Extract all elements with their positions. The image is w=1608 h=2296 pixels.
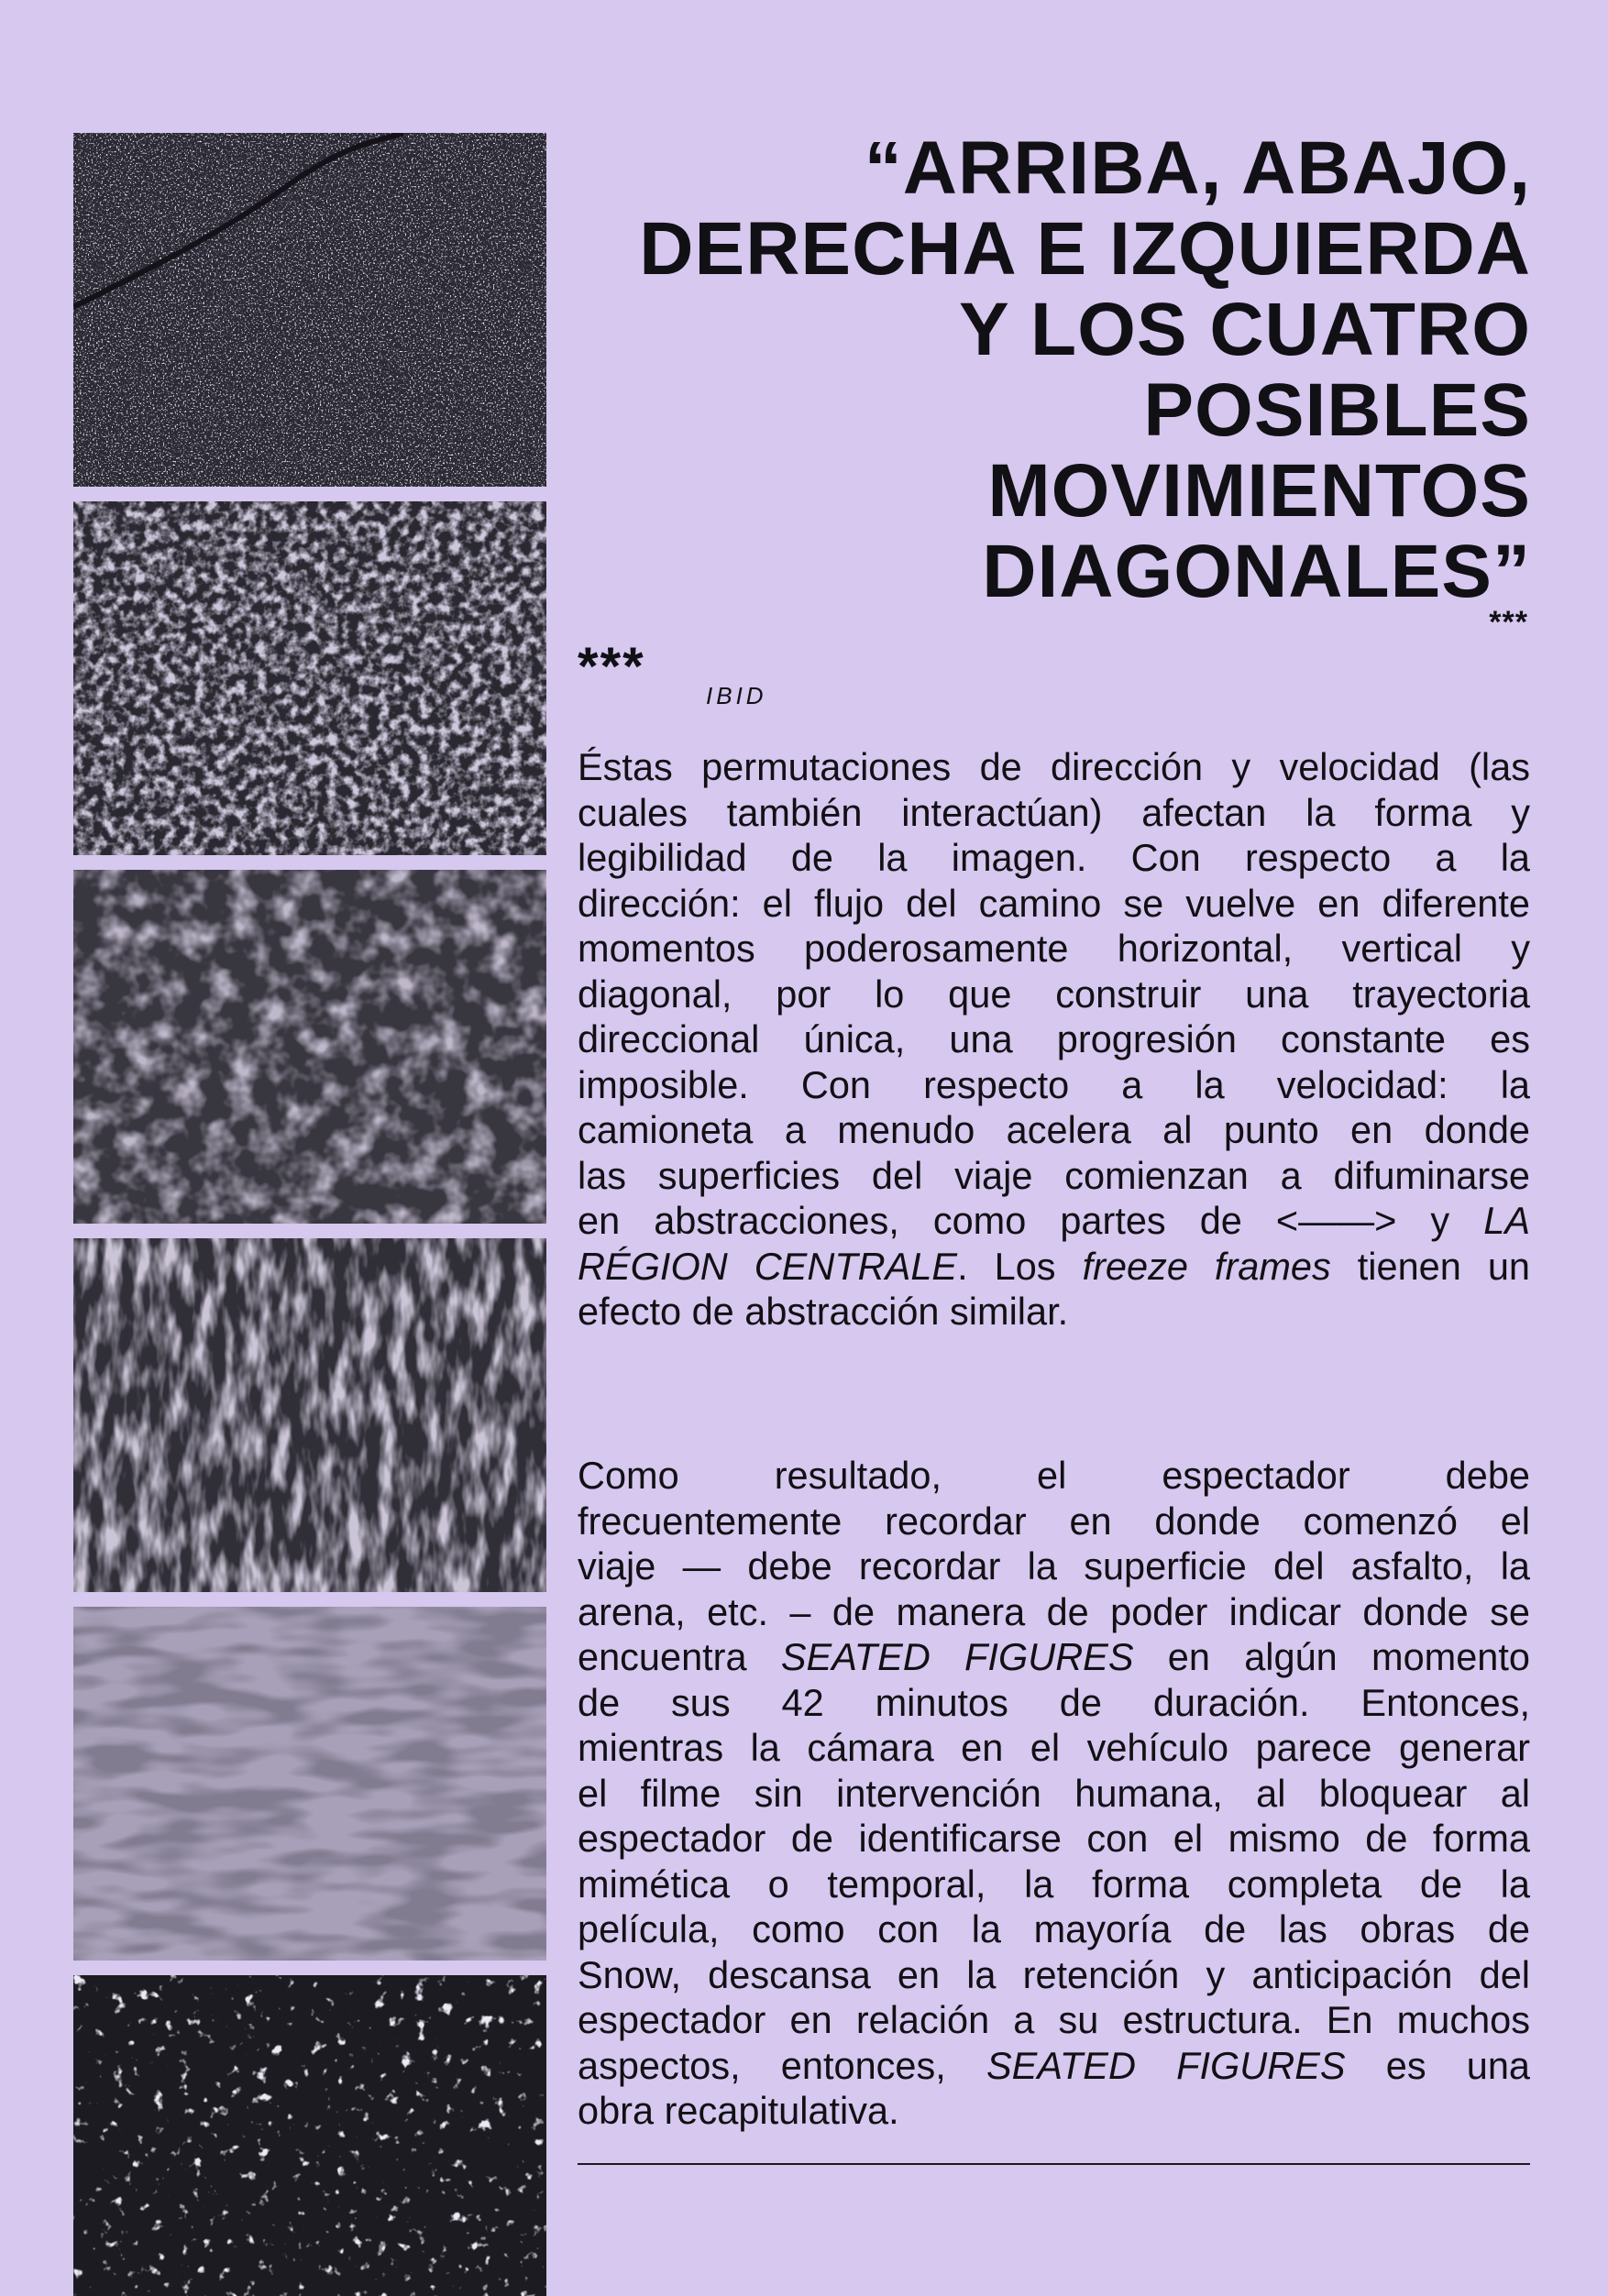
separator-stars-left: *** <box>578 637 645 697</box>
source-tag: IBID <box>706 682 767 709</box>
text-line: película, como con la mayoría de las obras de <box>578 1907 1530 1950</box>
text-segment: es una <box>1345 2043 1530 2087</box>
text-segment: encuentra <box>578 1635 781 1678</box>
text-line: efecto de abstracción similar. <box>578 1290 1069 1333</box>
text-line: dirección: el flujo del camino se vuelve en diferente <box>578 881 1530 925</box>
text-line <box>578 1244 1530 1290</box>
text-line: direccional única, una progresión constante es <box>578 1017 1530 1060</box>
text-line: el filme sin intervención humana, al bloquear al <box>578 1771 1530 1815</box>
film-title: LA <box>1483 1199 1530 1242</box>
text-line: viaje — debe recordar la superficie del asfalto, la <box>578 1544 1530 1587</box>
bark-debris-photo <box>73 1238 546 1592</box>
paragraph-1 <box>578 744 1530 1335</box>
film-title: SEATED FIGURES <box>986 2043 1346 2087</box>
text-line: imposible. Con respecto a la velocidad: la <box>578 1062 1530 1106</box>
text-segment: aspectos, entonces, <box>578 2043 986 2087</box>
headline-line: “ARRIBA, ABAJO, <box>864 126 1531 210</box>
text-line <box>578 1198 1530 1244</box>
text-line: mientras la cámara en el vehículo parece generar <box>578 1726 1530 1769</box>
gravel-photo <box>73 501 546 855</box>
headline-line: MOVIMIENTOS <box>987 449 1531 533</box>
text-line: arena, etc. – de manera de poder indicar donde se <box>578 1589 1530 1633</box>
text-line: camioneta a menudo acelera al punto en donde <box>578 1108 1530 1151</box>
text-line: de sus 42 minutos de duración. Entonces, <box>578 1680 1530 1724</box>
text-line: Éstas permutaciones de dirección y velocidad (las <box>578 745 1530 788</box>
headline-line: DERECHA E IZQUIERDA <box>639 207 1531 291</box>
text-line: espectador en relación a su estructura. En muchos <box>578 1998 1530 2041</box>
text-line: Snow, descansa en la retención y anticipación del <box>578 1952 1530 1996</box>
text-segment: en algún momento <box>1133 1635 1530 1678</box>
bottom-rule <box>578 2163 1530 2165</box>
term-freeze-frames: freeze frames <box>1082 1244 1331 1288</box>
text-line: legibilidad de la imagen. Con respecto a la <box>578 836 1530 879</box>
text-segment: tienen un <box>1330 1244 1531 1288</box>
motion-blur-photo <box>73 1607 546 1961</box>
text-line: las superficies del viaje comienzan a difuminarse <box>578 1153 1530 1197</box>
asphalt-photo <box>73 133 546 487</box>
text-line: frecuentemente recordar en donde comenzó el <box>578 1499 1530 1543</box>
headline-line: Y LOS CUATRO <box>959 288 1531 371</box>
text-line: Como resultado, el espectador debe <box>578 1454 1530 1497</box>
headline-quote <box>568 128 1531 612</box>
film-title: RÉGION CENTRALE <box>578 1244 958 1288</box>
text-line: obra recapitulativa. <box>578 2089 899 2132</box>
text-segment: . Los <box>957 1244 1083 1288</box>
text-line: momentos poderosamente horizontal, vertical y <box>578 927 1530 970</box>
headline-line: DIAGONALES” <box>982 530 1531 613</box>
text-segment: en abstracciones, como partes de <——> y <box>578 1199 1450 1242</box>
paragraph-2 <box>578 1453 1530 2134</box>
dark-speckled-photo <box>73 1975 546 2296</box>
text-line <box>578 1634 1530 1680</box>
text-line: mimética o temporal, la forma completa de la <box>578 1862 1530 1906</box>
text-line: espectador de identificarse con el mismo de forma <box>578 1817 1530 1860</box>
text-line <box>578 2043 1530 2089</box>
headline-line: POSIBLES <box>1143 368 1531 452</box>
separator-stars-right: *** <box>1489 605 1528 640</box>
text-line: diagonal, por lo que construir una trayectoria <box>578 972 1530 1016</box>
film-title: SEATED FIGURES <box>780 1635 1134 1678</box>
rocky-ground-photo <box>73 870 546 1224</box>
text-line: cuales también interactúan) afectan la forma y <box>578 790 1530 834</box>
